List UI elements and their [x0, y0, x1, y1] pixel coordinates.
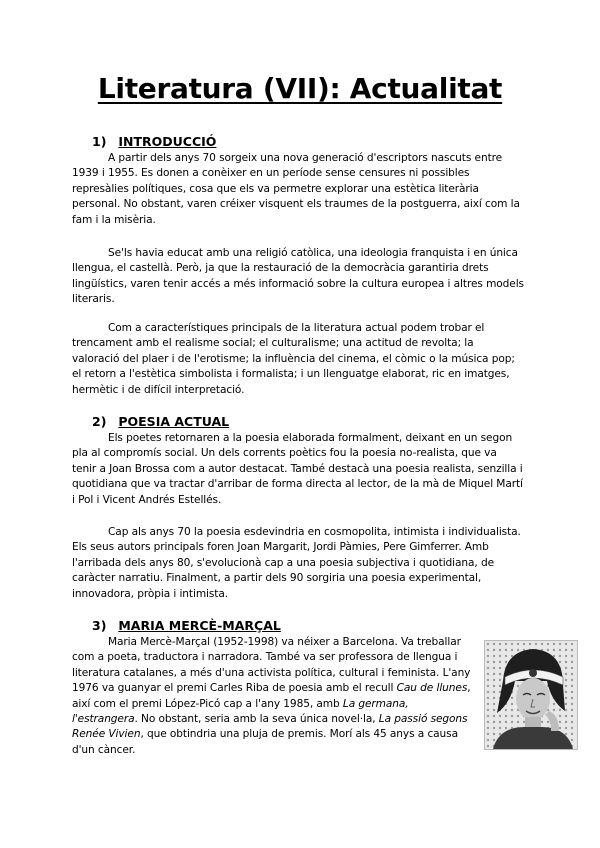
section-number: 2) [92, 414, 107, 429]
section-title: MARIA MERCÈ-MARÇAL [118, 618, 281, 633]
paragraph: Cap als anys 70 la poesia esdevindria en cosmopolita, intimista i individualista. Els seus autors principals foren Joan Margarit, Jordi Pàmies, Pere Gimferrer. Amb l'arribada dels anys 80, s'evolucionà cap a una poesia subjectiva i quotidiana, de caràcter narratiu. Finalment, a partir dels 90 sorgiria una poesia experimental, innovadora, pròpia i intimista. [72, 526, 521, 600]
section-heading-poesia-actual [92, 414, 229, 429]
paragraph: A partir dels anys 70 sorgeix una nova generació d'escriptors nascuts entre 1939 i 1955. Es donen a conèixer en un període sense censures ni possibles represàlies polítiques, cosa que els va permetre explorar una estètica literària personal. No obstant, varen créixer visquent els traumes de la postguerra, així com la fam i la misèria. [72, 152, 520, 226]
paragraph: Com a característiques principals de la literatura actual podem trobar el trencament amb el realisme social; el culturalisme; una actitud de revolta; la valoració del plaer i de l'erotisme; la influència del cinema, el còmic o la música pop; el retorn a l'estètica simbolista i formalista; i un llenguatge elaborat, ric en imatges, hermètic i de difícil interpretació. [72, 322, 515, 396]
section-number: 1) [92, 134, 107, 149]
page-title: Literatura (VII): Actualitat [97, 72, 503, 105]
book-title: La passió segons Renée Vivien [72, 713, 468, 741]
portrait-illustration [485, 641, 577, 749]
section-number: 3) [92, 618, 107, 633]
section-heading-introduccio [92, 134, 216, 149]
biography-paragraph: Maria Mercè-Marçal (1952-1998) va néixer a Barcelona. Va treballar com a poeta, traductora i narradora. També va ser professora de llengua i literatura catalanes, a més d'una activista política, cultural i feminista. L'any 1976 va guanyar el premi Carles Riba de poesia amb el recull Cau de llunes, així com el premi López-Picó cap a l'any 1985, amb La germana, l'estrangera. No obstant, seria amb la seva única novel·la, La passió segons Renée Vivien, que obtindria una pluja de premis. Morí als 45 anys a causa d'un càncer. [72, 636, 471, 756]
section-heading-maria-merce-marcal [92, 618, 281, 633]
portrait-photo [484, 640, 578, 750]
paragraph: Els poetes retornaren a la poesia elaborada formalment, deixant en un segon pla al compromís social. Un dels corrents poètics fou la poesia no-realista, que va tenir a Joan Brossa com a autor destacat. També destacà una poesia realista, senzilla i quotidiana que va tractar d'arribar de forma directa al lector, de la mà de Miquel Martí i Pol i Vicent Andrés Estellés. [72, 432, 523, 506]
paragraph: Se'ls havia educat amb una religió catòlica, una ideologia franquista i en única llengua, el castellà. Però, ja que la restauració de la democràcia garantiria drets lingüístics, varen tenir accés a més informació sobre la cultura europea i altres models literaris. [72, 247, 524, 306]
section-title: INTRODUCCIÓ [118, 134, 217, 149]
section-title: POESIA ACTUAL [118, 414, 230, 429]
book-title: La germana, l'estrangera [72, 697, 409, 726]
book-title: Cau de llunes [396, 682, 468, 695]
